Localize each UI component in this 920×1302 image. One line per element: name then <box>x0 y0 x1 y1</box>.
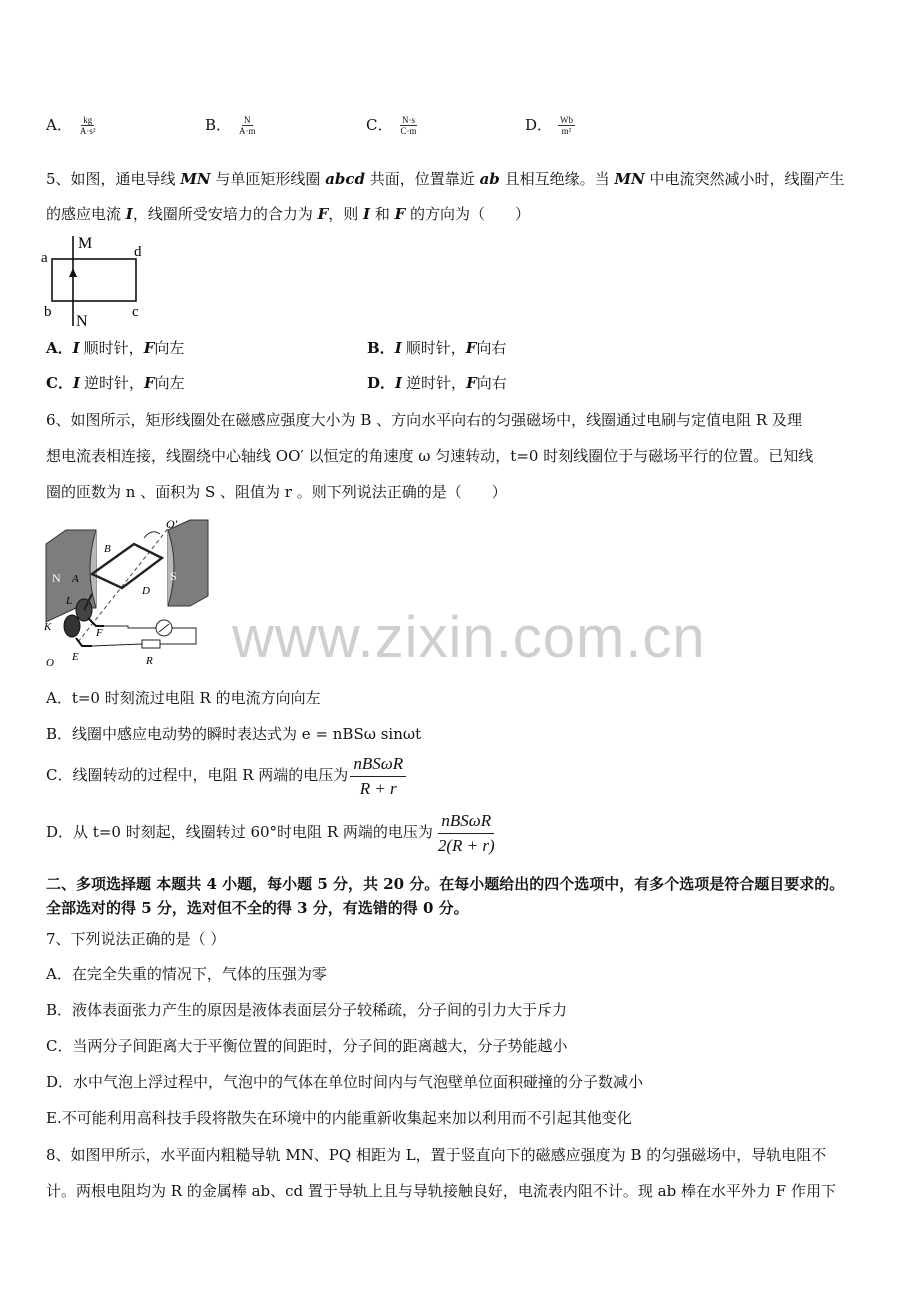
label-c: c <box>132 304 139 320</box>
label-n: N <box>52 571 61 585</box>
watermark: www.zixin.com.cn <box>232 605 706 670</box>
q6-stem-line2: 想电流表相连接，线圈绕中心轴线 OO′ 以恒定的角速度 ω 匀速转动，t=0 时刻线圈位于与磁场平行的位置。已知线 <box>46 447 814 465</box>
label-s: S <box>170 569 177 583</box>
unit-fraction: $\frac{N\cdot s}{C\cdot m}$ <box>400 115 417 136</box>
q5-figure <box>38 232 148 328</box>
label-d: D <box>142 585 150 597</box>
q8-stem-line2: 计。两根电阻均为 R 的金属棒 ab、cd 置于导轨上且与导轨接触良好，电流表内阻不计。现 ab 棒在水平外力 F 作用下 <box>46 1182 836 1200</box>
q7-option-d: D．水中气泡上浮过程中，气泡中的气体在单位时间内与气泡壁单位面积碰撞的分子数减小 <box>46 1073 644 1091</box>
q4-option-a <box>46 114 98 137</box>
option-letter: B． <box>205 116 232 134</box>
label-f: F <box>96 627 103 639</box>
q4-option-d <box>525 114 575 137</box>
q5-stem-line2: 的感应电流 I，线圈所受安培力的合力为 F，则 I 和 F 的方向为（ ） <box>46 205 531 223</box>
q7-option-a: A．在完全失重的情况下，气体的压强为零 <box>46 965 327 983</box>
formula-fraction: nBSωR R + r <box>350 754 406 799</box>
label-r: R <box>146 655 153 667</box>
unit-fraction: $\frac{Wb}{\text{m²}}$ <box>560 115 574 136</box>
q7-option-c: C．当两分子间距离大于平衡位置的间距时，分子间的距离越大，分子势能越小 <box>46 1037 568 1055</box>
q6-stem-line3: 圈的匝数为 n 、面积为 S 、阻值为 r 。则下列说法正确的是（ ） <box>46 483 507 501</box>
q6-generator-figure <box>38 514 210 670</box>
label-a: A <box>72 573 79 585</box>
slip-ring-k <box>64 615 80 637</box>
label-o-prime: O′ <box>166 517 178 531</box>
q5-option-c: C．I 逆时针，F向左 <box>46 374 185 392</box>
q5-option-d: D．I 逆时针，F向右 <box>367 374 507 392</box>
q5-stem-line1: 5、如图，通电导线 MN 与单匝矩形线圈 abcd 共面，位置靠近 ab 且相互绝缘。当 MN 中电流突然减小时，线圈产生 <box>46 170 845 188</box>
q5-option-b: B．I 顺时针，F向右 <box>367 339 507 357</box>
formula-fraction: nBSωR 2(R + r) <box>437 810 495 855</box>
q8-stem-line1: 8、如图甲所示，水平面内粗糙导轨 MN、PQ 相距为 L，置于竖直向下的磁感应强度为 B 的匀强磁场中，导轨电阻不 <box>46 1146 827 1164</box>
label-b: B <box>104 543 111 555</box>
option-letter: A． <box>46 116 72 134</box>
q7-stem: 7、下列说法正确的是（ ） <box>46 930 226 948</box>
label-l: L <box>66 595 73 607</box>
current-arrow <box>69 268 77 277</box>
q4-option-b <box>205 114 258 137</box>
label-a: a <box>41 250 48 266</box>
unit-fraction: $\frac{kg}{\text{A·s²}}$ <box>79 115 96 136</box>
label-o: O <box>46 657 54 669</box>
q6-option-b: B．线圈中感应电动势的瞬时表达式为 e = nBSω sinωt <box>46 725 422 743</box>
unit-fraction: $\frac{N}{A\cdot m}$ <box>239 115 256 136</box>
label-n: N <box>76 313 88 328</box>
option-letter: D． <box>525 116 553 134</box>
label-e: E <box>72 651 79 663</box>
option-letter: C． <box>366 116 393 134</box>
q6-option-a: A．t=0 时刻流过电阻 R 的电流方向向左 <box>46 689 321 707</box>
q7-option-b: B．液体表面张力产生的原因是液体表面层分子较稀疏，分子间的引力大于斥力 <box>46 1001 568 1019</box>
coil-rectangle <box>52 259 136 301</box>
resistor-r <box>142 640 160 648</box>
label-b: b <box>44 304 52 320</box>
q4-option-c <box>366 114 419 137</box>
q6-option-d: D．从 t=0 时刻起，线圈转过 60°时电阻 R 两端的电压为 nBSωR 2(R + r) <box>46 806 498 858</box>
label-m: M <box>78 235 93 252</box>
section2-header-line1: 二、多项选择题 本题共 4 小题，每小题 5 分，共 20 分。在每小题给出的四个选项中，有多个选项是符合题目要求的。 <box>46 875 845 893</box>
q6-option-c: C．线圈转动的过程中，电阻 R 两端的电压为 nBSωR R + r <box>46 752 406 798</box>
label-k: K <box>44 621 52 633</box>
q5-option-a: A．I 顺时针，F向左 <box>46 339 185 357</box>
section2-header-line2: 全部选对的得 5 分，选对但不全的得 3 分，有选错的得 0 分。 <box>46 899 469 917</box>
coil <box>92 544 162 588</box>
q7-option-e: E.不可能利用高科技手段将散失在环境中的内能重新收集起来加以利用而不引起其他变化 <box>46 1109 632 1127</box>
q6-stem-line1: 6、如图所示，矩形线圈处在磁感应强度大小为 B 、方向水平向右的匀强磁场中，线圈通过电刷与定值电阻 R 及理 <box>46 411 802 429</box>
label-d: d <box>134 244 142 260</box>
